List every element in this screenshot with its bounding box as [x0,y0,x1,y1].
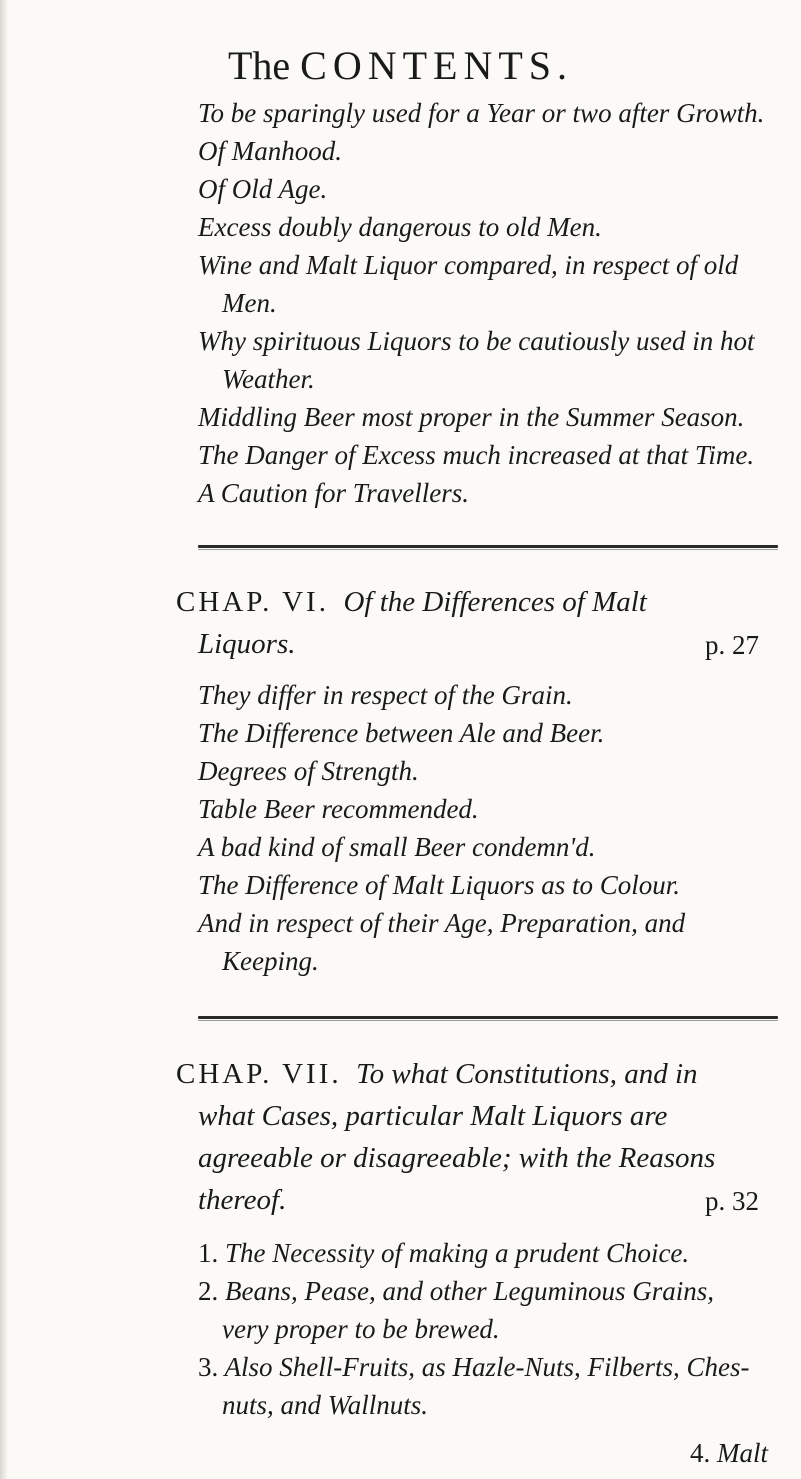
list-item: The Difference between Ale and Beer. [198,718,605,748]
list-item [222,1316,500,1343]
chapter-7-label: CHAP. VII. [176,1058,342,1090]
chapter-7-title-line3: agreeable or disagreeable; with the Reasons [198,1142,716,1174]
section-divider [198,1016,778,1019]
chapter-7-title-line4: thereof. [198,1184,287,1216]
list-item: Excess doubly dangerous to old Men. [198,212,602,242]
item-text: Beans, Pease, and other Leguminous Grains, [225,1276,714,1306]
header-contents: CONTENTS. [300,43,574,88]
list-item: Wine and Malt Liquor compared, in respect of old [198,250,739,280]
list-item: Middling Beer most proper in the Summer Season. [198,402,745,432]
page-header [0,42,801,89]
list-item: To be sparingly used for a Year or two after Growth. [198,98,765,128]
item-text: Also Shell-Fruits, as Hazle-Nuts, Filberts, Ches- [224,1352,750,1382]
chapter-6-heading [176,588,647,617]
catchword-text: Malt [717,1438,768,1468]
list-item [198,1354,750,1381]
list-item [198,1278,714,1305]
list-item: Of Old Age. [198,174,328,204]
item-text: The Necessity of making a prudent Choice. [225,1238,690,1268]
list-item: Of Manhood. [198,136,342,166]
chapter-7-heading [176,1060,698,1089]
list-item: And in respect of their Age, Preparation, and [198,908,686,938]
list-item: Degrees of Strength. [198,756,419,786]
list-item [198,1240,689,1267]
list-item: A Caution for Travellers. [198,478,470,508]
chapter-7-title-cont [198,1102,667,1131]
item-text: nuts, and Wallnuts. [222,1390,429,1420]
list-item: The Danger of Excess much increased at that Time. [198,440,755,470]
item-text: very proper to be brewed. [222,1314,500,1344]
chapter-7-title-line1: To what Constitutions, and in [356,1058,698,1090]
page-edge-shadow [0,0,8,1479]
chapter-6-label: CHAP. VI. [176,586,329,618]
item-number: 2. [198,1276,219,1306]
chapter-6-title-line2: Liquors. [198,628,296,660]
list-item: Weather. [222,364,315,394]
item-number: 3. [198,1352,219,1382]
list-item: They differ in respect of the Grain. [198,680,573,710]
section-divider [198,545,778,548]
chapter-6-page-ref: p. 27 [705,630,759,660]
list-item: Men. [222,288,277,318]
list-item: A bad kind of small Beer condemn'd. [198,832,596,862]
header-the: The [227,43,291,88]
chapter-7-title-line2: what Cases, particular Malt Liquors are [198,1100,668,1132]
chapter-7-title-cont [198,1186,286,1215]
chapter-7-page-ref: p. 32 [705,1186,759,1216]
chapter-7-title-cont [198,1144,715,1173]
list-item: Why spirituous Liquors to be cautiously used in hot [198,326,755,356]
chapter-6-title-cont [198,630,296,659]
catchword-number: 4. [690,1438,711,1468]
chapter-6-title-line1: Of the Differences of Malt [343,586,647,618]
catchword [690,1440,768,1467]
list-item: Table Beer recommended. [198,794,479,824]
list-item: Keeping. [222,946,319,976]
item-number: 1. [198,1238,219,1268]
list-item [222,1392,428,1419]
list-item: The Difference of Malt Liquors as to Colour. [198,870,681,900]
